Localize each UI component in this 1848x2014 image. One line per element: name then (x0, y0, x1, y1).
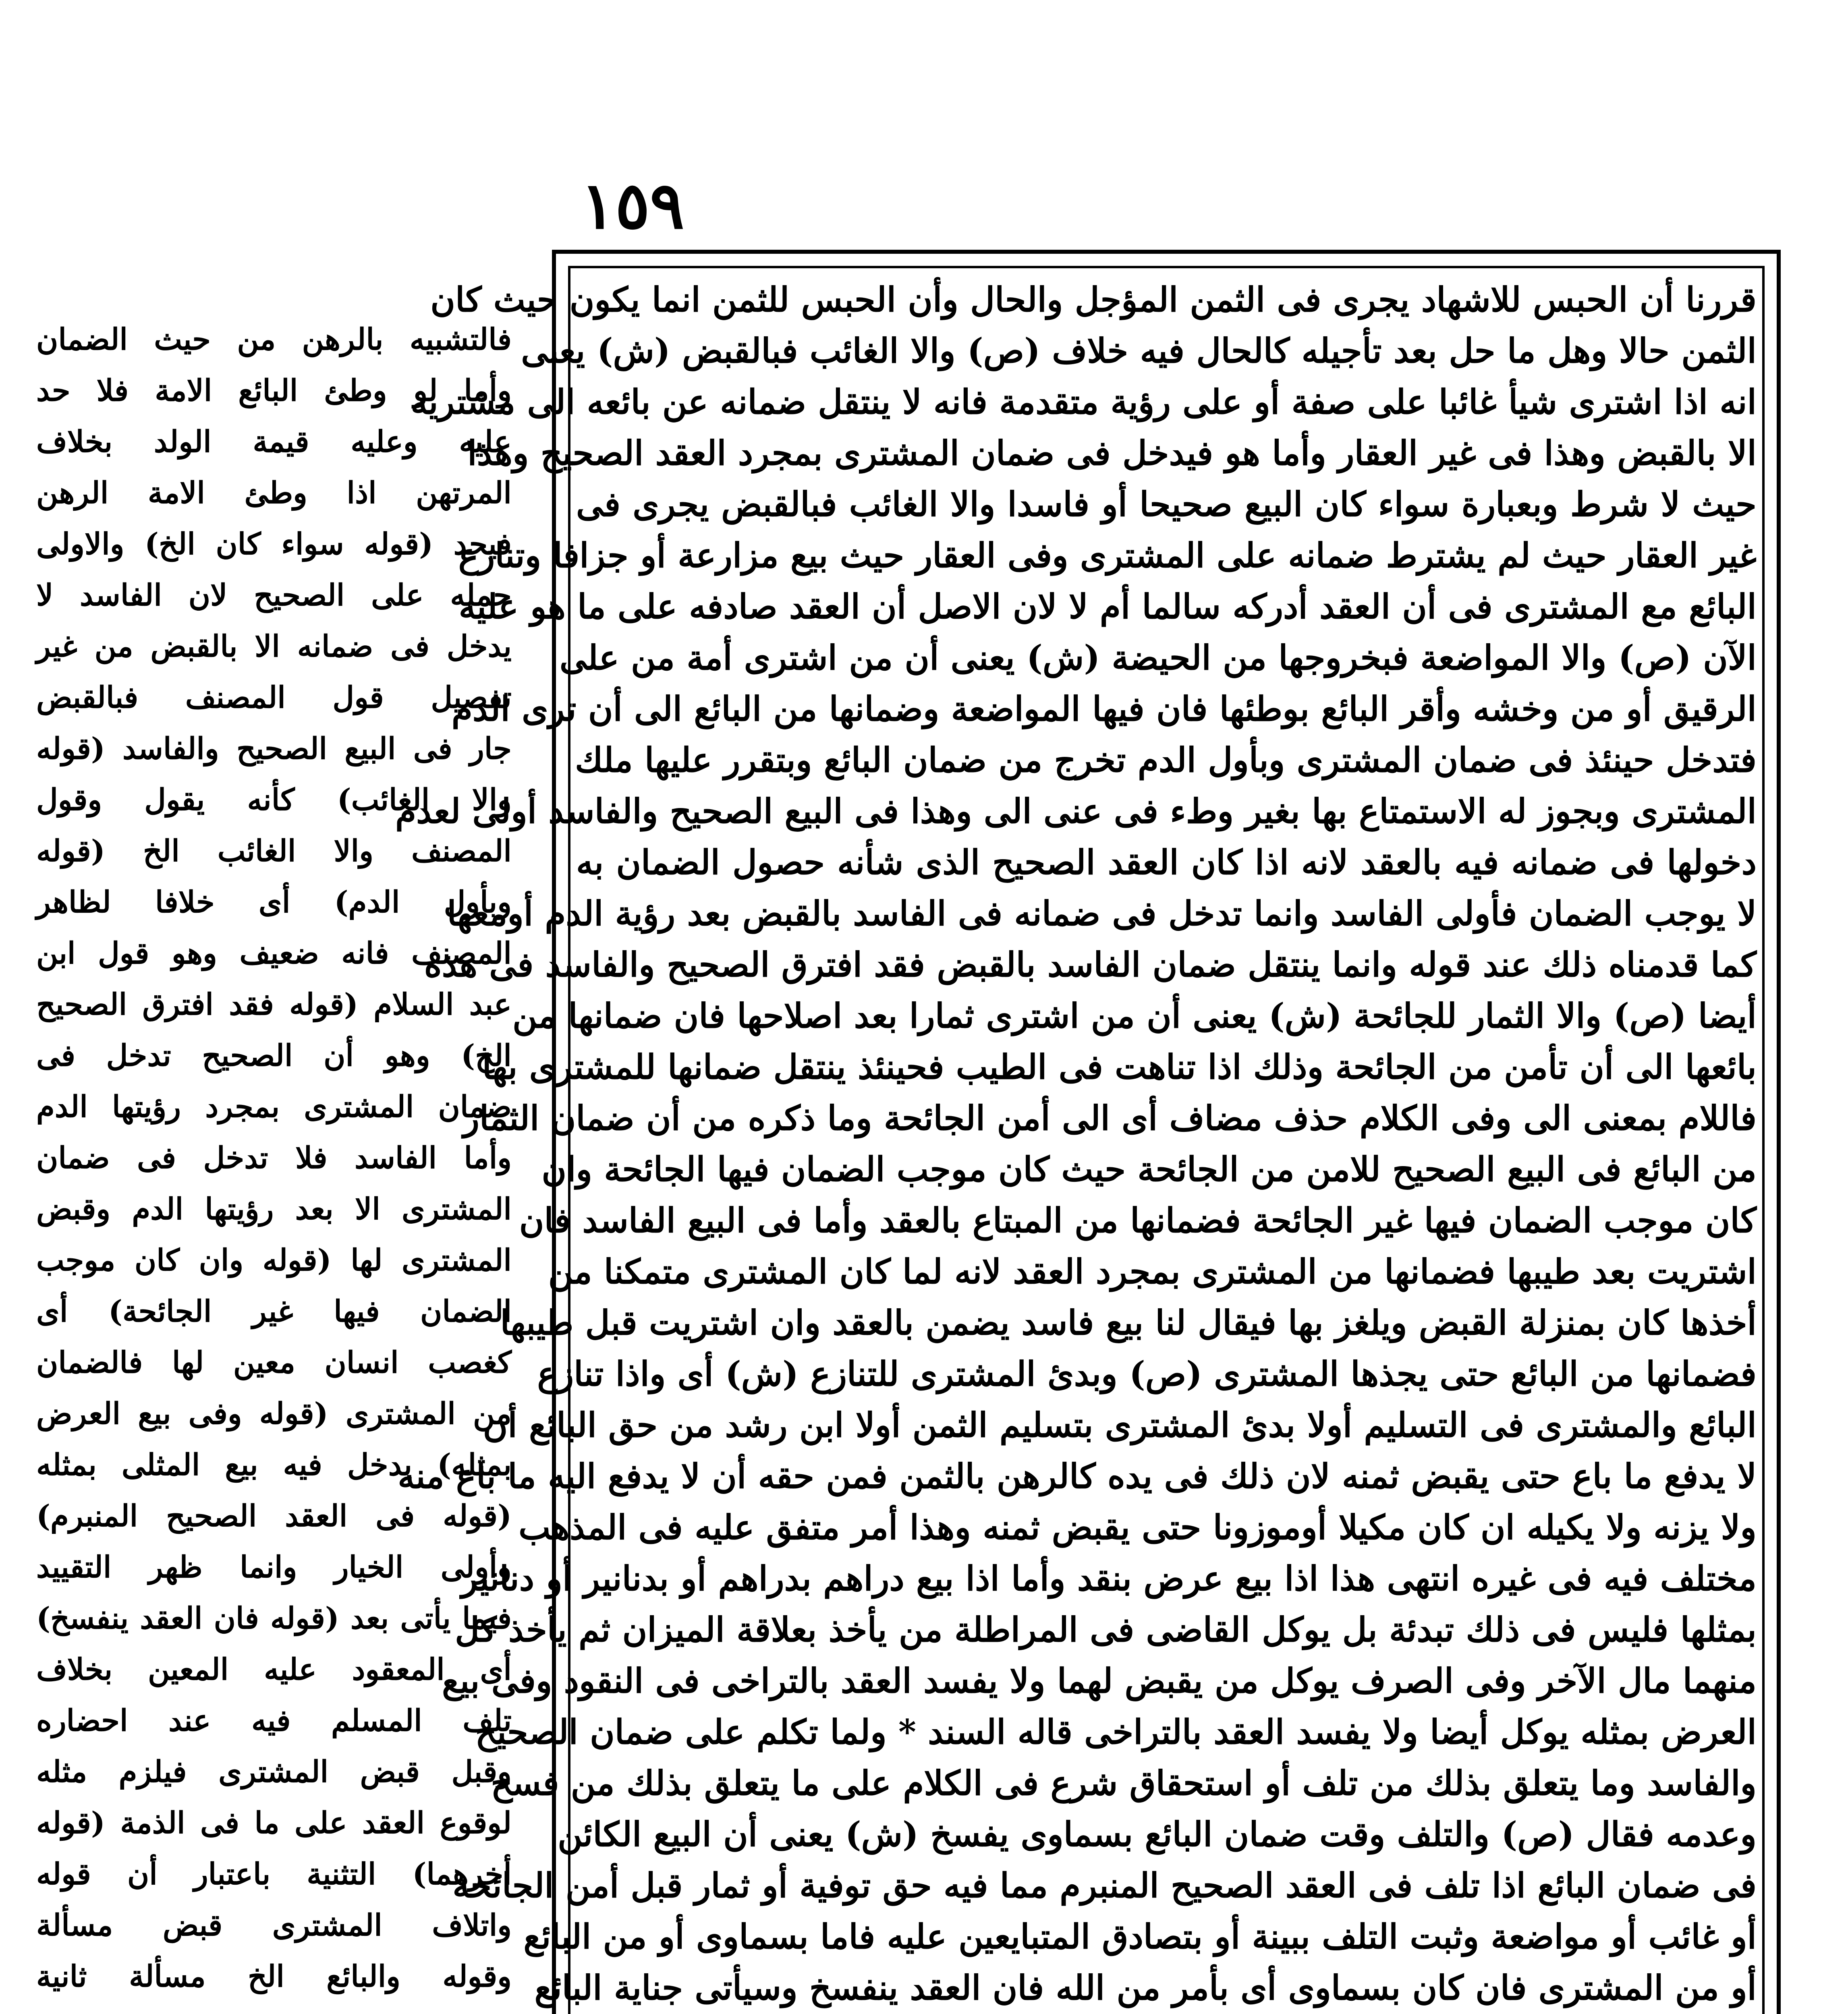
main-text-line: مختلف فيه فى غيره انتهى هذا اذا بيع عرض بنقد وأما اذا بيع دراهم بدراهم أو بدنانير أو دنانير (461, 1558, 1757, 1598)
margin-text-line: المصنف والا الغائب الخ (قوله (36, 834, 512, 868)
margin-text-line: وقبل قبض المشترى فيلزم مثله (36, 1755, 512, 1789)
main-text-line: الرقيق أو من وخشه وأقر البائع بوطئها فان فيها المواضعة وضمانها من البائع الى أن ترى الدم (451, 689, 1757, 729)
main-text-body (395, 274, 1757, 2014)
margin-text-line: يدخل فى ضمانه الا بالقبض من غير (36, 629, 512, 664)
margin-text-line: وقوله والبائع الخ مسألة ثانية (36, 1959, 512, 1994)
main-text-line: لا يوجب الضمان فأولى الفاسد وانما تدخل فى ضمانه فى الفاسد بالقبض بعد رؤية الدم أومعها (447, 893, 1757, 933)
main-text-line: أيضا (ص) والا الثمار للجائحة (ش) يعنى أن من اشترى ثمارا بعد اصلاحها فان ضمانها من (512, 996, 1757, 1036)
main-text-line: اشتريت بعد طيبها فضمانها من المشترى بمجرد العقد لانه لما كان المشترى متمكنا من (548, 1251, 1757, 1291)
main-text-line: البائع والمشترى فى التسليم أولا بدئ المشترى بتسليم الثمن أولا ابن رشد من حق البائع أن (483, 1405, 1757, 1445)
main-text-line: من البائع فى البيع الصحيح للامن من الجائحة حيث كان موجب الضمان فيها الجائحة وان (541, 1149, 1757, 1189)
main-text-line: الآن (ص) والا المواضعة فبخروجها من الحيضة (ش) يعنى أن من اشترى أمة من على (559, 638, 1757, 678)
margin-text-line: عليه وعليه قيمة الولد بخلاف (36, 425, 512, 459)
margin-text-line: وأما لو وطئ البائع الامة فلا حد (36, 373, 512, 408)
margin-text-line: الخ) وهو أن الصحيح تدخل فى (36, 1038, 512, 1073)
main-text-line: فضمانها من البائع حتى يجذها المشترى (ص) وبدئ المشترى للتنازع (ش) أى واذا تنازع (537, 1354, 1757, 1394)
main-text-line: غير العقار حيث لم يشترط ضمانه على المشترى وفى العقار حيث بيع مزارعة أو جزافا وتنازع (458, 535, 1757, 575)
margin-text-line: الضمان فيها غير الجائحة) أى (36, 1294, 512, 1329)
main-text-line: أخذها كان بمنزلة القبض ويلغز بها فيقال لنا بيع فاسد يضمن بالعقد وان اشتريت قبل طيبها (500, 1303, 1757, 1343)
main-text-line: كما قدمناه ذلك عند قوله وانما ينتقل ضمان الفاسد بالقبض فقد افترق الصحيح والفاسد فى هذه (424, 945, 1757, 984)
main-text-line: كان موجب الضمان فيها غير الجائحة فضمانها من المبتاع بالعقد وأما فى البيع الفاسد فان (519, 1200, 1757, 1240)
main-text-line: ولا يزنه ولا يكيله ان كان مكيلا أوموزونا حتى يقبض ثمنه وهذا أمر متفق عليه فى المذهب (519, 1507, 1757, 1547)
margin-text-line: فالتشبيه بالرهن من حيث الضمان (36, 322, 512, 357)
margin-text-line: كغصب انسان معين لها فالضمان (36, 1345, 512, 1380)
main-text-line: أو من المشترى فان كان بسماوى أى بأمر من الله فان العقد ينفسخ وسيأتى جناية البائع (534, 1968, 1757, 2008)
main-text-line: فاللام بمعنى الى وفى الكلام حذف مضاف أى الى أمن الجائحة وما ذكره من أن ضمان الثمار (463, 1098, 1757, 1138)
margin-text-line: جار فى البيع الصحيح والفاسد (قوله (36, 731, 512, 766)
main-text-line: البائع مع المشترى فى أن العقد أدركه سالما أم لا لان الاصل أن العقد صادفه على ما هو عليه (458, 586, 1757, 626)
margin-text-line: من المشترى (قوله وفى بيع العرض (36, 1397, 512, 1431)
main-text-line: حيث لا شرط وبعبارة سواء كان البيع صحيحا أو فاسدا والا الغائب فبالقبض يجرى فى (576, 484, 1757, 524)
margin-text-line: المرتهن اذا وطئ الامة الرهن (36, 476, 512, 510)
main-text-line: انه اذا اشترى شيأ غائبا على صفة أو على رؤية متقدمة فانه لا ينتقل ضمانه عن بائعه الى مشتريه (411, 382, 1757, 422)
margin-text-line: المصنف فانه ضعيف وهو قول ابن (36, 936, 512, 971)
main-text-line: فى ضمان البائع اذا تلف فى العقد الصحيح المنبرم مما فيه حق توفية أو ثمار قبل أمن الجائحة (452, 1865, 1757, 1905)
margin-text-line: تلف المسلم فيه عند احضاره (36, 1703, 512, 1738)
main-text-line: بائعها الى أن تأمن من الجائحة وذلك اذا تناهت فى الطيب فحينئذ ينتقل ضمانها للمشترى بها (482, 1047, 1757, 1087)
main-text-line: العرض بمثله يوكل أيضا ولا يفسد العقد بالتراخى قاله السند * ولما تكلم على ضمان الصحيح (475, 1712, 1757, 1752)
margin-text-line: المشترى الا بعد رؤيتها الدم وقبض (36, 1192, 512, 1227)
main-text-line: لا يدفع ما باع حتى يقبض ثمنه لان ذلك فى يده كالرهن بالثمن فمن حقه أن لا يدفع اليه ما باع منه (398, 1456, 1757, 1496)
main-text-line: دخولها فى ضمانه فيه بالعقد لانه اذا كان العقد الصحيح الذى شأنه حصول الضمان به (576, 842, 1757, 882)
margin-text-line: حمله على الصحيح لان الفاسد لا (36, 578, 512, 613)
margin-text-line: والا الغائب) كأنه يقول وقول (36, 783, 512, 817)
main-text-line: بمثلها فليس فى ذلك تبدئة بل يوكل القاضى فى المراطلة من يأخذ بعلاقة الميزان ثم يأخذ كل (455, 1610, 1757, 1649)
main-text-line: الا بالقبض وهذا فى غير العقار وأما هو فيدخل فى ضمان المشترى بمجرد العقد الصحيح وهذا (467, 433, 1757, 473)
margin-text-line: ضمان المشترى بمجرد رؤيتها الدم (36, 1090, 512, 1124)
margin-text-line: أخرهما) التثنية باعتبار أن قوله (36, 1857, 512, 1892)
margin-text-line: لوقوع العقد على ما فى الذمة (قوله (36, 1806, 512, 1840)
margin-text-line: واتلاف المشترى قبض مسألة (36, 1908, 512, 1943)
margin-text-line: فيما يأتى بعد (قوله فان العقد ينفسخ) (36, 1601, 512, 1636)
margin-text-line: وأولى الخيار وانما ظهر التقييد (36, 1550, 512, 1585)
main-text-line: والفاسد وما يتعلق بذلك من تلف أو استحقاق شرع فى الكلام على ما يتعلق بذلك من فسخ (491, 1763, 1757, 1803)
margin-text-line: تفصيل قول المصنف فبالقبض (36, 680, 512, 715)
main-text-line: منهما مال الآخر وفى الصرف يوكل من يقبض لهما ولا يفسد العقد بالتراخى فى النقود وفى بيع (442, 1661, 1757, 1701)
margin-text-line: بمثله) يدخل فيه بيع المثلى بمثله (36, 1448, 512, 1482)
margin-text-line: فيحد (قوله سواء كان الخ) والاولى (36, 527, 512, 562)
marginal-commentary (36, 314, 512, 2014)
margin-text-line: وبأول الدم) أى خلافا لظاهر (36, 885, 512, 920)
margin-text-line: أى المعقود عليه المعين بخلاف (36, 1652, 512, 1687)
main-text-line: وعدمه فقال (ص) والتلف وقت ضمان البائع بسماوى يفسخ (ش) يعنى أن البيع الكائن (558, 1814, 1757, 1854)
page-number: ١٥٩ (581, 168, 684, 243)
margin-text-line: المشترى لها (قوله وان كان موجب (36, 1243, 512, 1278)
margin-text-line: عبد السلام (قوله فقد افترق الصحيح (36, 987, 512, 1022)
main-text-line: الثمن حالا وهل ما حل بعد تأجيله كالحال فيه خلاف (ص) والا الغائب فبالقبض (ش) يعنى (521, 331, 1757, 371)
margin-text-line: وأما الفاسد فلا تدخل فى ضمان (36, 1141, 512, 1175)
main-text-line: فتدخل حينئذ فى ضمان المشترى وبأول الدم تخرج من ضمان البائع وبتقرر عليها ملك (575, 740, 1757, 780)
main-text-line: قررنا أن الحبس للاشهاد يجرى فى الثمن المؤجل والحال وأن الحبس للثمن انما يكون حيث كان (430, 280, 1757, 319)
main-text-line: المشترى وبجوز له الاستمتاع بها بغير وطء فى عنى الى وهذا فى البيع الصحيح والفاسد أولى لعدم (395, 791, 1757, 831)
margin-text-line: (قوله فى العقد الصحيح المنبرم) (36, 1499, 512, 1533)
main-text-line: أو غائب أو مواضعة وثبت التلف ببينة أو بتصادق المتبايعين عليه فاما بسماوى أو من البائع (523, 1917, 1757, 1956)
